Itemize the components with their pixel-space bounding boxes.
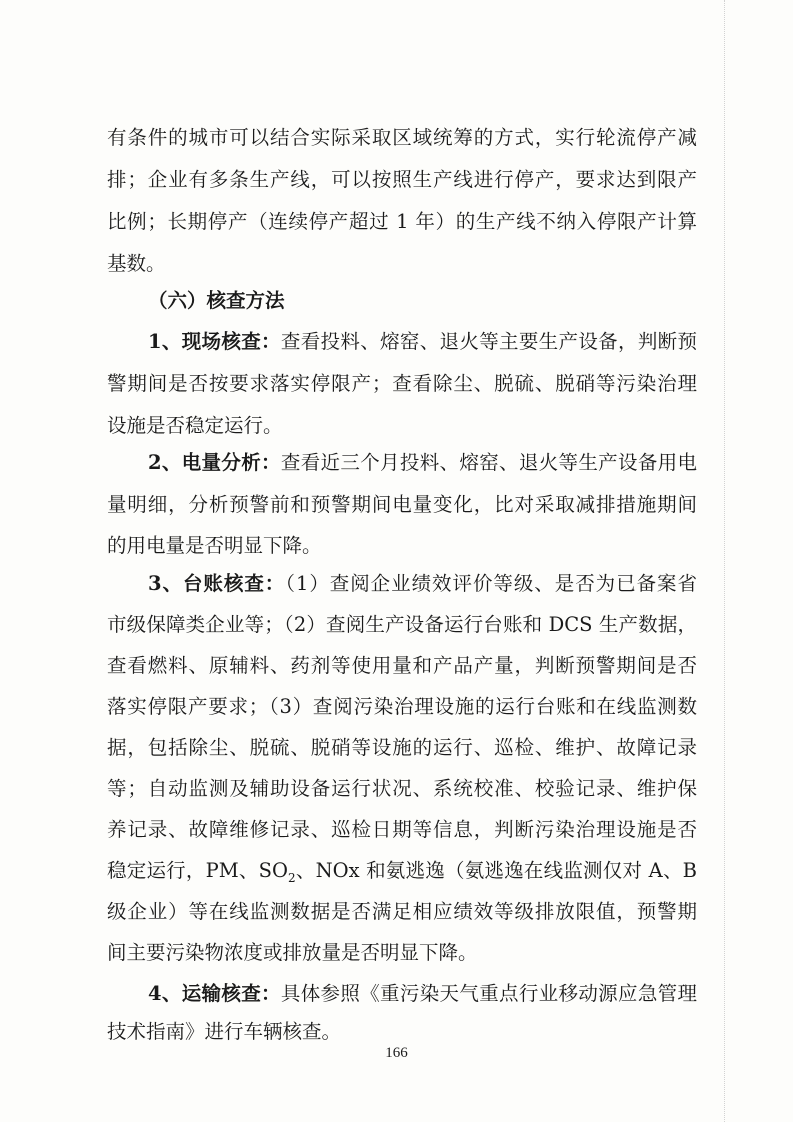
item-4-first-line — [148, 974, 697, 1014]
item-4-text: 具体参照《重污染天气重点行业移动源应急管理 — [280, 982, 697, 1005]
item-3-text: （1）查阅企业绩效评价等级、是否为已备案省 — [285, 572, 697, 595]
scan-edge-line — [724, 0, 726, 1122]
text-line: 排；企业有多条生产线，可以按照生产线进行停产，要求达到限产 — [107, 168, 697, 191]
text-line: 市级保障类企业等；（2）查阅生产设备运行台账和 DCS 生产数据， — [107, 613, 697, 636]
text-line: 设施是否稳定运行。 — [107, 414, 283, 437]
text-line: 警期间是否按要求落实停限产；查看除尘、脱硫、脱硝等污染治理 — [107, 372, 697, 395]
text-line: 养记录、故障维修记录、巡检日期等信息，判断污染治理设施是否 — [107, 818, 697, 841]
text-line: 级企业）等在线监测数据是否满足相应绩效等级排放限值，预警期 — [107, 900, 697, 923]
pm-so2-line — [107, 851, 697, 891]
pm-line-subscript: 2 — [288, 870, 296, 885]
text-line: 基数。 — [107, 252, 166, 275]
text-line: 有条件的城市可以结合实际采取区域统筹的方式，实行轮流停产减 — [107, 126, 697, 149]
pm-line-pre: 稳定运行，PM、SO — [107, 859, 289, 882]
item-1-first-line — [148, 322, 697, 362]
text-line: 比例；长期停产（连续停产超过 1 年）的生产线不纳入停限产计算 — [107, 210, 697, 233]
text-line: 查看燃料、原辅料、药剂等使用量和产品产量，判断预警期间是否 — [107, 654, 697, 677]
item-4-label: 4、运输核查： — [148, 982, 281, 1005]
text-line: 间主要污染物浓度或排放量是否明显下降。 — [107, 941, 478, 964]
text-line: 落实停限产要求；（3）查阅污染治理设施的运行台账和在线监测数 — [107, 695, 697, 718]
text-line: 量明细，分析预警前和预警期间电量变化，比对采取减排措施期间 — [107, 493, 697, 516]
text-line: 技术指南》进行车辆核查。 — [107, 1020, 342, 1043]
page-number: 166 — [385, 1045, 408, 1061]
item-1-text: 查看投料、熔窑、退火等主要生产设备，判断预 — [280, 330, 697, 353]
section-heading: （六）核查方法 — [148, 289, 285, 312]
item-2-label: 2、电量分析： — [148, 451, 281, 474]
item-2-text: 查看近三个月投料、熔窑、退火等生产设备用电 — [280, 451, 697, 474]
item-2-first-line — [148, 443, 697, 483]
pm-line-post: 、NOx 和氨逃逸（氨逃逸在线监测仅对 A、B — [295, 859, 698, 882]
text-line: 的用电量是否明显下降。 — [107, 534, 322, 557]
item-1-label: 1、现场核查： — [148, 330, 281, 353]
item-3-first-line — [148, 564, 697, 604]
text-line: 等；自动监测及辅助设备运行状况、系统校准、校验记录、维护保 — [107, 777, 697, 800]
item-3-label: 3、台账核查： — [148, 572, 286, 595]
text-line: 据，包括除尘、脱硫、脱硝等设施的运行、巡检、维护、故障记录 — [107, 736, 697, 759]
